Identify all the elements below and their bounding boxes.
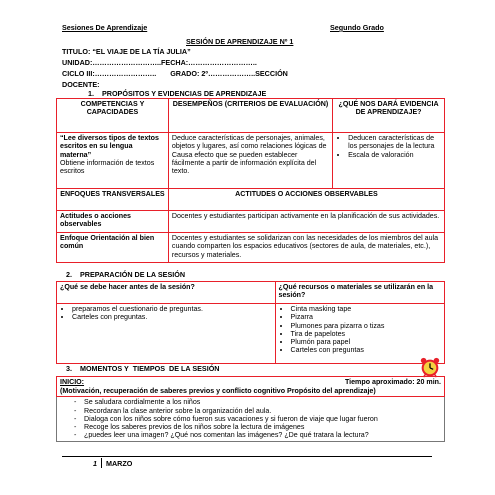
row2-text: Docentes y estudiantes se solidarizan con las necesidades de los miembros del aula cuando comparten los espacios educativos (sectores de aula, de materiales, etc.), recursos y materiales. <box>168 233 444 263</box>
inicio-cell <box>57 377 445 397</box>
row2-label: Enfoque Orientación al bien común <box>57 233 169 263</box>
footer-rule <box>62 456 432 457</box>
step-item: - Dialoga con los niños sobre cómo fueron sus vacaciones y si fueron de viaje que lugar fueron <box>84 415 441 423</box>
col-evidencias: ¿QUÉ NOS DARÁ EVIDENCIA DE APRENDIZAJE? <box>333 99 445 133</box>
step-item: - Se saludara cordialmente a los niños <box>84 398 441 406</box>
page-number: 1 <box>93 459 97 468</box>
unidad-fecha-field: UNIDAD:………………………..FECHA:……………………….. <box>62 58 257 67</box>
header-right: Segundo Grado <box>330 23 384 32</box>
step-item: - Recordaran la clase anterior sobre la organización del aula. <box>84 407 441 415</box>
recurso-item: • Pizarra <box>291 313 441 321</box>
section2-heading: 2. PREPARACIÓN DE LA SESIÓN <box>66 270 186 279</box>
competencia-title: “Lee diversos tipos de textos escritos en su lengua materna” <box>60 134 159 159</box>
inicio-label: INICIO: <box>60 378 85 386</box>
col-recursos: ¿Qué recursos o materiales se utilizarán en la sesión? <box>275 282 444 304</box>
desempeno-cell: Deduce características de personajes, animales, objetos y lugares, así como relaciones lógicas de Causa efecto que se pueden establecer fácilmente a partir de información explícita del texto. <box>168 133 332 189</box>
header-left: Sesiones De Aprendizaje <box>62 23 148 32</box>
recurso-item: • Plumón para papel <box>291 338 441 346</box>
evidencia-cell <box>333 133 445 189</box>
alarm-clock-icon <box>419 356 441 378</box>
page-title: SESIÓN DE APRENDIZAJE Nº 1 <box>186 37 294 46</box>
evidencia-item: • Deducen características de los personajes de la lectura <box>348 134 441 151</box>
row1-text: Docentes y estudiantes participan activamente en la planificación de sus actividades. <box>168 211 444 233</box>
purposes-table <box>56 98 445 263</box>
recurso-item: • Tira de papelotes <box>291 330 441 338</box>
row1-label: Actitudes o acciones observables <box>57 211 169 233</box>
moments-table <box>56 376 445 442</box>
competencia-sub: Obtiene información de textos escritos <box>60 158 155 176</box>
col-desempenos: DESEMPEÑOS (CRITERIOS DE EVALUACIÓN) <box>168 99 332 133</box>
footer-month: MARZO <box>106 459 133 468</box>
preparation-table <box>56 281 445 364</box>
step-item: - Recoge los saberes previos de los niños sobre la lectura de imágenes <box>84 423 441 431</box>
section1-heading: 1. PROPÓSITOS Y EVIDENCIAS DE APRENDIZAJE <box>88 89 267 98</box>
col-antes: ¿Qué se debe hacer antes de la sesión? <box>57 282 276 304</box>
recursos-cell <box>275 304 444 364</box>
actitudes-header: ACTITUDES O ACCIONES OBSERVABLES <box>168 189 444 211</box>
steps-cell <box>57 397 445 441</box>
titulo-field: TITULO: “EL VIAJE DE LA TÍA JULIA” <box>62 47 191 56</box>
enfoques-header: ENFOQUES TRANSVERSALES <box>57 189 169 211</box>
step-item: - ¿puedes leer una imagen? ¿Qué nos comentan las imágenes? ¿De qué tratara la lectura? <box>84 431 441 439</box>
docente-field: DOCENTE: <box>62 80 100 89</box>
antes-cell <box>57 304 276 364</box>
antes-item: • Carteles con preguntas. <box>72 313 272 321</box>
section3-heading: 3. MOMENTOS Y TIEMPOS DE LA SESIÓN <box>66 364 220 373</box>
col-competencias: COMPETENCIAS Y CAPACIDADES <box>57 99 169 133</box>
motivacion-label: (Motivación, recuperación de saberes previos y conflicto cognitivo Propósito del aprendizaje) <box>60 387 376 395</box>
competencia-cell <box>57 133 169 189</box>
recurso-item: • Carteles con preguntas <box>291 346 441 354</box>
ciclo-grado-field: CICLO III:…………………….. GRADO: 2º………………..SECCIÓN <box>62 69 288 78</box>
antes-item: • preparamos el cuestionario de preguntas. <box>72 305 272 313</box>
tiempo-label: Tiempo aproximado: 20 min. <box>344 378 441 386</box>
footer-divider <box>101 458 102 468</box>
recurso-item: • Cinta masking tape <box>291 305 441 313</box>
recurso-item: • Plumones para pizarra o tizas <box>291 322 441 330</box>
evidencia-item: • Escala de valoración <box>348 151 441 159</box>
